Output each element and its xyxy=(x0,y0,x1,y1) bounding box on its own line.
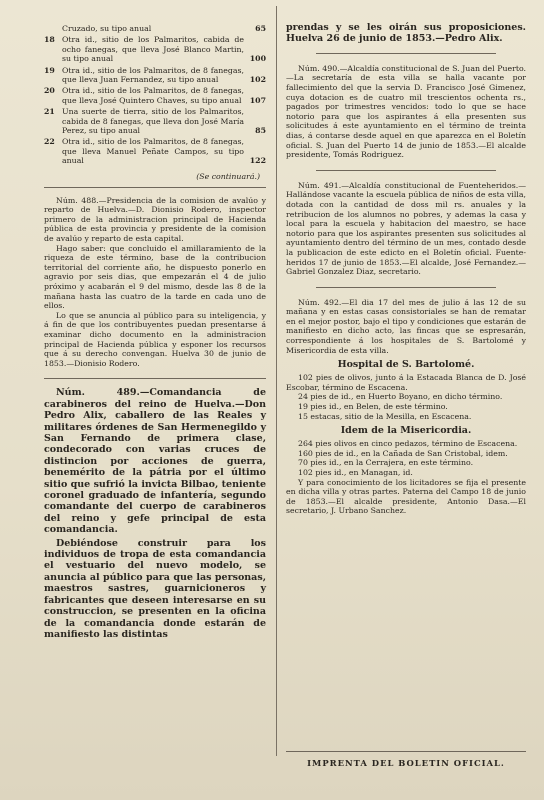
footer-rule xyxy=(286,751,526,752)
lot-item xyxy=(44,24,266,33)
lot-item xyxy=(44,66,266,85)
notice-488-body: Hago saber: que concluido el amillaramiento de la riqueza de este término, base de la contribucion territorial del corriente año, he dispuesto ponerlo en agravio por seis dias, que empezarán el 4 de julio próximo y acabarán el 9 del mismo, desde las 8 de la mañana hasta las cuatro de la tarde en cada uno de ellos. xyxy=(44,243,266,311)
continued-note: (Se continuará.) xyxy=(196,171,260,181)
lot-number: 22 xyxy=(44,137,55,147)
misericordia-item: 102 pies id., en Managan, id. xyxy=(298,468,413,477)
lot-number: 18 xyxy=(44,35,55,45)
notice-492: Núm. 492.—El dia 17 del mes de julio á las 12 de su mañana y en estas casas consistoriales se han de rematar en el mejor postor, bajo el tipo y condiciones que estarán de manifiesto en dicho acto, las fincas que se espresarán, correspondiente á los hospitales de S. Bartolomé y Misericordia de esta villa. xyxy=(286,297,526,355)
misericordia-item: 70 pies id., en la Cerrajera, en este término. xyxy=(298,458,474,468)
lot-text: Otra id., sitio de los Palmaritos, de 8 fanegas, que lleva Manuel Peñate Campos, su tipo anual xyxy=(62,137,244,166)
lot-text: Cruzado, su tipo anual xyxy=(62,24,152,33)
section-divider xyxy=(44,187,266,188)
auction-closing: Y para conocimiento de los licitadores se fija el presente en dicha villa y otras partes. Paterna del Campo 18 de junio de 1853.—El alcalde presidente, Antonio Dasa.—El secretario, J. Urbano Sanchez. xyxy=(286,477,526,516)
imprint-footer xyxy=(286,751,526,768)
section-divider xyxy=(316,170,496,171)
section-divider xyxy=(44,378,266,379)
notice-488-closing: Lo que se anuncia al público para su inteligencia, y á fin de que los contribuyentes puedan presentarse á examinar dicho documento en la administracion principal de Hacienda pública y esponer los recursos que á su derecho convengan. Huelva 30 de junio de 1853.—Dionisio Rodero. xyxy=(44,310,266,368)
notice-489-body: Debiéndose construir para los individuos de tropa de esta comandancia el vestuario del nuevo modelo, se anuncia al público para que las personas, maestros sastres, guarnicioneros y fabricantes que deseen interesarse en su construccion, se presenten en la oficina de la comandancia donde estarán de manifiesto las distintas xyxy=(44,537,266,640)
notice-491: Núm. 491.—Alcaldía constitucional de Fuenteheridos.—Hallándose vacante la escuela pública de niños de esta villa, dotada con la cantidad de doss mil rs. anuales y la retribucion de los alumnos no pobres, y ademas la casa y local para la escuela y habitacion del maestro, se hace notorio para que los aspirantes presenten sus solicitudes al ayuntamiento dentro del término de un mes, contado desde la publicacion de este edicto en el Boletín oficial. Fuente-heridos 17 de junio de 1853.—El alcalde, José Fernandez.—Gabriel Gonzalez Diaz, secretario. xyxy=(286,180,526,277)
right-column xyxy=(286,22,526,800)
section-divider xyxy=(316,53,496,54)
notice-488-header: Núm. 488.—Presidencia de la comision de avalúo y reparto de Huelva.—D. Dionisio Rodero, inspector primero de la administracion principal de Hacienda pública de esta provincia y presidente de la comision de avalúo y reparto de esta capital. xyxy=(44,195,266,244)
lot-number xyxy=(44,24,62,33)
lot-list xyxy=(44,24,266,166)
lot-amount: 100 xyxy=(249,54,266,64)
lot-number: 19 xyxy=(44,65,55,75)
lot-item xyxy=(44,35,266,63)
lot-number: 21 xyxy=(44,107,55,117)
notice-488 xyxy=(44,196,266,369)
lot-number: 20 xyxy=(44,86,55,96)
lot-amount: 85 xyxy=(255,126,266,136)
column-rule xyxy=(276,6,277,756)
misericordia-item: 264 pies olivos en cinco pedazos, término de Escacena. xyxy=(298,439,518,449)
notice-489 xyxy=(44,387,266,640)
lot-text: Otra id., sitio de los Palmaritos, de 8 fanegas, que lleva José Quintero Chaves, su tipo anual xyxy=(62,86,244,105)
lot-item xyxy=(44,137,266,165)
notice-489-continuation: prendas y se les oirán sus proposiciones. Huelva 26 de junio de 1853.—Pedro Alix. xyxy=(286,22,526,45)
imprint-text: IMPRENTA DEL BOLETIN OFICIAL. xyxy=(307,758,505,768)
lot-amount: 65 xyxy=(255,24,266,33)
hospital-item: 24 pies de id., en Huerto Boyano, en dicho término. xyxy=(298,392,503,402)
lot-text: Otra id., sitio de los Palmaritos, de 8 fanegas, que lleva Juan Fernandez, su tipo anual xyxy=(62,65,244,85)
lot-item xyxy=(44,86,266,105)
lot-text: Una suerte de tierra, sitio de los Palmaritos, cabida de 8 fanegas, que lleva don José María Perez, su tipo anual xyxy=(62,107,244,136)
lot-amount: 102 xyxy=(249,75,266,85)
notice-490: Núm. 490.—Alcaldía constitucional de S. Juan del Puerto.—La secretaría de esta villa se halla vacante por fallecimiento del que la servia D. Francisco José Gimenez, cuya dotacion es de cuatro mil trescientos ochenta rs., pagados por trimestres vencidos: todo lo que se hace notorio para que los aspirantes á ella presenten sus solicitudes á este ayuntamiento en el término de treinta dias, á contarse desde aquel en que aparezca en el Boletín oficial. S. Juan del Puerto 14 de junio de 1853.—El alcalde presidente, Tomás Rodriguez. xyxy=(286,63,526,160)
misericordia-item: 160 pies de id., en la Cañada de San Cristobal, idem. xyxy=(298,448,508,458)
lot-amount: 122 xyxy=(249,156,266,166)
hospital-item: 15 estacas, sitio de la Mesilla, en Escacena. xyxy=(298,411,472,421)
hospital-item: 102 pies de olivos, junto á la Estacada Blanca de D. José Escobar, término de Escacena. xyxy=(286,373,526,392)
notice-489-header: Núm. 489.—Comandancia de carabineros del reino de Huelva.—Don Pedro Alix, caballero de las Reales y militares órdenes de San Hermenegildo y San Fernando de primera clase, condecorado con varias cruces de distincion por acciones de guerra, benemérito de la pátria por el último sitio que sufrió la invicta Bilbao, teniente coronel graduado de infantería, segundo comandante del cuerpo de carabineros del reino y gefe principal de esta comandancia. xyxy=(44,387,266,536)
section-divider xyxy=(316,287,496,288)
lot-text: Otra id., sitio de los Palmaritos, cabida de ocho fanegas, que lleva José Blanco Martin, su tipo anual xyxy=(62,35,244,64)
left-column xyxy=(44,24,266,800)
lot-item xyxy=(44,107,266,135)
lot-amount: 107 xyxy=(249,95,266,105)
hospital-item: 19 pies id., en Belen, de este término. xyxy=(298,402,448,412)
hospital-heading: Hospital de S. Bartolomé. xyxy=(337,359,475,371)
misericordia-heading: Idem de la Misericordia. xyxy=(340,425,472,437)
